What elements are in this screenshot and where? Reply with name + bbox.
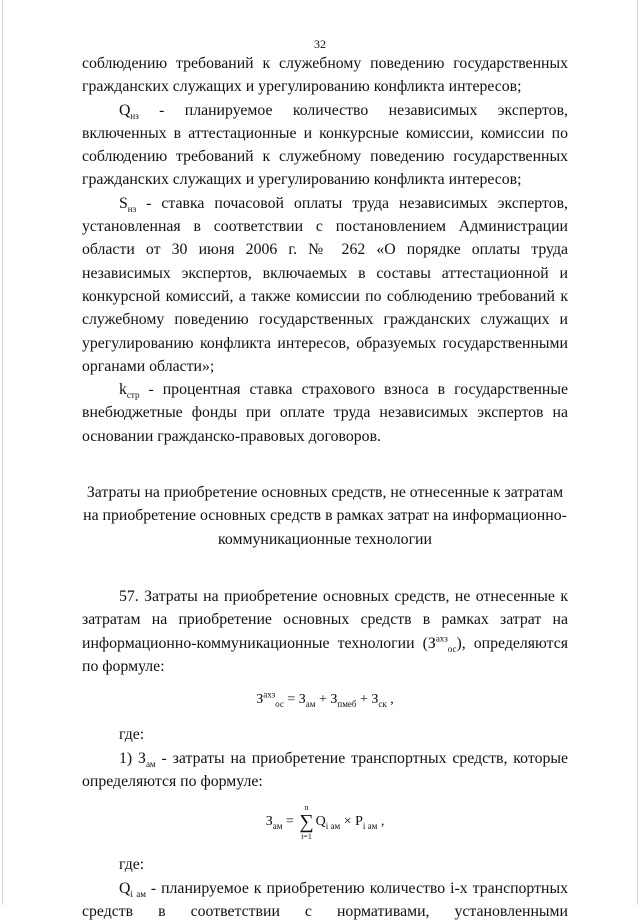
formula-1-plus: + [356, 692, 372, 708]
formula-1-plus: + [315, 692, 331, 708]
formula-1-term-3: З [371, 692, 379, 708]
formula-2-p-sub: i ам [362, 821, 378, 832]
item-1-subscript: ам [145, 758, 156, 769]
formula-2 [82, 803, 568, 841]
formula-2-q: Q [315, 814, 326, 830]
formula-2-eq: = [282, 814, 298, 830]
formula-1-eq: = [283, 692, 299, 708]
summation [299, 803, 313, 841]
formula-2-lhs: З [265, 814, 273, 830]
spacer [82, 551, 568, 585]
paragraph-continuation: соблюдению требований к служебному поведению государственных гражданских служащих и урегулированию конфликта интересов; [82, 55, 568, 96]
symbol-q-am: Q [119, 879, 131, 897]
summation-upper: n [304, 803, 309, 813]
definition-q-am [82, 877, 568, 923]
symbol-s-subscript: нз [127, 203, 137, 214]
page-number: 32 [314, 37, 326, 51]
formula-1-term-1-sub: ам [305, 698, 316, 709]
formula-1-end: , [386, 692, 394, 708]
formula-2-q-sub: i ам [325, 821, 341, 832]
definition-text: - планируемое к приобретению количество i-х транспортных средств в соответствии с нормативами, установленными [82, 879, 568, 920]
symbol-k: k [119, 381, 127, 399]
formula-2-end: , [377, 814, 385, 830]
symbol-q-subscript: нз [130, 110, 139, 121]
item-1 [82, 747, 568, 794]
symbol-q-am-subscript: i ам [130, 888, 146, 899]
summation-sign: ∑ [299, 811, 314, 834]
formula-1-term-1: З [298, 692, 306, 708]
formula-1-term-2: З [330, 692, 338, 708]
definition-text: - процентная ставка страхового взноса в государственные внебюджетные фонды при оплате труда независимых экспертов на основании гражданско-правовых договоров. [82, 381, 568, 445]
formula-1-lhs-sub: ос [275, 698, 284, 709]
summation-lower: i=1 [301, 832, 312, 842]
symbol-s: S [119, 194, 128, 212]
formula-1-term-2-sub: пмеб [337, 698, 357, 709]
definition-text: - ставка почасовой оплаты труда независимых экспертов, установленная в соответствии с постановлением Администрации области от 30 июня 2006 г. № 262 «О порядке оплаты труда независимых экспертов, включаемых в составы аттестационной и конкурсной комиссий, а также комиссии по соблюдению требований к служебному поведению государственных гражданских служащих и урегулированию конфликта интересов, образуемых государственными органами области»; [82, 194, 568, 375]
formula-1-term-3-sub: ск [378, 698, 387, 709]
section-heading: Затраты на приобретение основных средств, не отнесенные к затратам на приобретение основных средств в рамках затрат на информационно-коммуникационные технологии [83, 484, 567, 548]
definition-text: - планируемое количество независимых экспертов, включенных в аттестационные и конкурсные комиссии, комиссии по соблюдению требований к служебному поведению государственных гражданских служащих и урегулированию конфликта интересов; [82, 101, 568, 189]
symbol-q: Q [119, 101, 131, 119]
formula-2-p: P [355, 814, 363, 830]
definition-s-nz [82, 192, 568, 378]
formula-1-lhs: З [256, 692, 264, 708]
item-57-subscript: ос [447, 643, 457, 654]
item-1-symbol: 1) З [119, 749, 146, 767]
symbol-k-subscript: стр [126, 390, 140, 401]
scan-edge-left [2, 0, 3, 905]
document-body [82, 52, 568, 923]
item-57-text-end: ), определяются по формуле: [82, 634, 568, 675]
item-57 [82, 585, 568, 678]
definition-k-str [82, 378, 568, 448]
where-label: где: [119, 726, 145, 744]
where-label: где: [119, 856, 145, 874]
item-57-text: 57. Затраты на приобретение основных средств, не отнесенные к затратам на приобретение основных средств в рамках затрат на информационно-коммуникационные технологии (З [82, 587, 568, 652]
item-57-superscript: ахз [435, 633, 448, 644]
formula-1 [82, 688, 568, 711]
formula-2-lhs-sub: ам [272, 821, 283, 832]
definition-q-nz [82, 99, 568, 192]
item-1-text: - затраты на приобретение транспортных средств, которые определяются по формуле: [82, 749, 568, 791]
formula-1-lhs-sup: ахз [263, 689, 276, 700]
formula-2-times: × [340, 814, 356, 830]
scan-edge-right [637, 0, 638, 905]
